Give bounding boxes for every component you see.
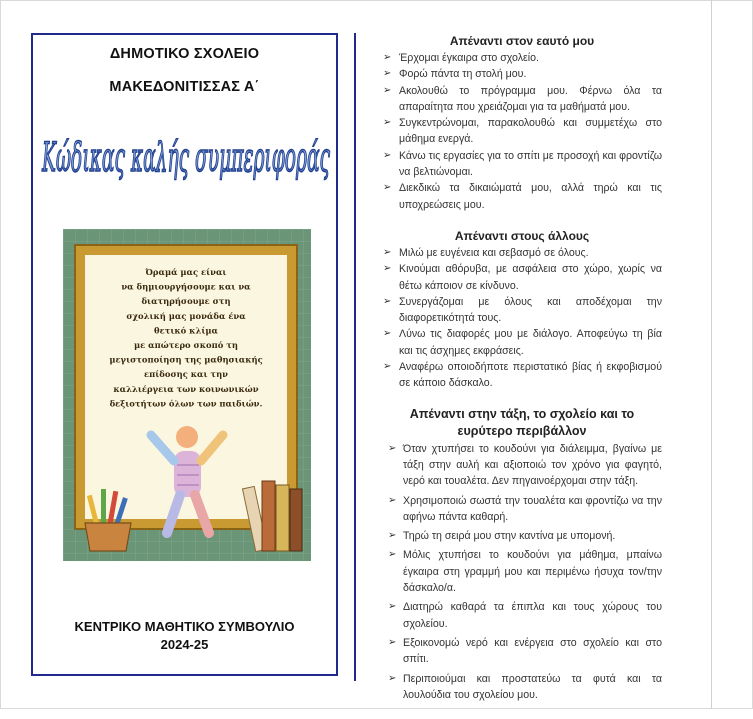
rules-column [382,34,662,719]
rule-text: Φορώ πάντα τη στολή μου. [399,68,527,81]
rule-text: Χρησιμοποιώ σωστά την τουαλέτα και φροντίζω να την αφήνω πάντα καθαρή. [403,494,662,523]
arrow-bullet-icon: ➢ [388,530,397,542]
rules-section [382,406,662,703]
poster-line: καλλιέργεια των κοινωνικών [113,383,259,394]
arrow-bullet-icon: ➢ [383,52,392,63]
arrow-bullet-icon: ➢ [383,84,392,96]
rule-item [382,326,662,359]
poster-line: με απώτερο σκοπό τη [134,340,238,350]
rule-item [382,115,662,148]
rule-text: Συγκεντρώνομαι, παρακολουθώ και συμμετέχω στο μάθημα ενεργά. [399,117,662,146]
rule-item [382,671,662,704]
section-title: Απέναντι στον εαυτό μου [449,34,595,48]
page-margin-line [711,0,712,709]
column-divider [354,33,356,681]
rule-text: Μόλις χτυπήσει το κουδούνι για μάθημα, μπαίνω έγκαιρα στη γραμμή μου και περιμένω ήσυχα τον/την δάσκαλο/α. [403,549,662,595]
rule-text: Διεκδικώ τα δικαιώματά μου, αλλά τηρώ και τις υποχρεώσεις μου. [399,182,662,211]
poster-line: μεγιστοποίηση της μαθησιακής [109,354,263,365]
rules-list [382,245,662,392]
rule-text: Κάνω τις εργασίες για το σπίτι με προσοχή και φροντίζω να βελτιώνομαι. [399,149,662,179]
rule-text: Ακολουθώ το πρόγραμμα μου. Φέρνω όλα τα απαραίτητα που χρειάζομαι για τα μαθήματά μου. [399,84,662,113]
rule-item [382,66,662,82]
rule-item [382,294,662,327]
rule-item [382,180,662,213]
arrow-bullet-icon: ➢ [388,549,397,561]
rule-item [382,245,662,261]
rule-item [382,50,662,66]
arrow-bullet-icon: ➢ [383,361,392,373]
rules-list [382,441,662,703]
rule-item [382,599,662,632]
council-name: ΚΕΝΤΡΙΚΟ ΜΑΘΗΤΙΚΟ ΣΥΜΒΟΥΛΙΟ [74,619,295,634]
arrow-bullet-icon: ➢ [383,295,392,307]
poster-line: επίδοσης και την [144,369,228,380]
arrow-bullet-icon: ➢ [383,182,392,194]
rules-section [382,34,662,213]
arrow-bullet-icon: ➢ [383,328,392,340]
rule-item [382,547,662,596]
rules-section [382,229,662,392]
rule-text: Διατηρώ καθαρά τα έπιπλα και τους χώρους του σχολείου. [403,601,662,630]
section-title: Απέναντι στην τάξη, το σχολείο και το ευρύτερο περιβάλλον [409,406,635,438]
rule-item [382,441,662,490]
rule-item [382,148,662,181]
rule-item [382,493,662,526]
rule-item [382,261,662,294]
rule-text: Έρχομαι έγκαιρα στο σχολείο. [399,52,539,64]
arrow-bullet-icon: ➢ [383,117,392,129]
rule-item [382,83,662,116]
school-name-line1: ΔΗΜΟΤΙΚΟ ΣΧΟΛΕΙΟ [109,46,260,62]
cover-panel [31,33,338,676]
arrow-bullet-icon: ➢ [388,494,397,506]
poster-line: διατηρήσουμε στη [141,296,231,307]
rule-text: Συνεργάζομαι με όλους και αποδέχομαι την διαφορετικότητά τους. [399,295,662,325]
section-title: Απέναντι στους άλλους [454,228,590,243]
rule-text: Αναφέρω οποιοδήποτε περιστατικό βίας ή εκφοβισμού σε κάποιο δάσκαλο. [399,361,662,390]
arrow-bullet-icon: ➢ [383,246,392,258]
arrow-bullet-icon: ➢ [388,442,397,454]
arrow-bullet-icon: ➢ [383,149,392,161]
rule-text: Τηρώ τη σειρά μου στην καντίνα με υπομονή. [403,530,616,543]
vision-poster [63,229,311,561]
rules-list [382,50,662,213]
school-year: 2024-25 [160,637,209,652]
rule-text: Περιποιούμαι και προστατεύω τα φυτά και τα λουλούδια του σχολείου μου. [403,672,662,701]
wordart-title-text: Κώδικας καλής συμπεριφοράς [41,136,331,182]
poster-line: σχολική μας μονάδα ένα [126,310,246,321]
rule-item [382,635,662,668]
wordart-title [36,136,336,200]
arrow-bullet-icon: ➢ [388,601,397,613]
arrow-bullet-icon: ➢ [383,68,392,80]
school-name-line2: ΜΑΚΕΔΟΝΙΤΙΣΣΑΣ Α΄ [109,79,260,95]
poster-line: θετικό κλίμα [154,325,218,336]
rule-text: Μιλώ με ευγένεια και σεβασμό σε όλους. [399,246,589,259]
rule-item [382,359,662,392]
rule-text: Εξοικονομώ νερό και ενέργεια στο σχολείο και στο σπίτι. [403,636,662,666]
poster-line: Όραμά μας είναι [145,267,227,277]
rule-text: Κινούμαι αθόρυβα, με ασφάλεια στο χώρο, χωρίς να θέτω κάποιον σε κίνδυνο. [399,263,662,292]
poster-line: δεξιοτήτων όλων των παιδιών. [109,398,263,409]
rule-item [382,528,662,544]
arrow-bullet-icon: ➢ [383,263,392,275]
poster-line: να δημιουργήσουμε και να [121,281,251,292]
arrow-bullet-icon: ➢ [388,636,397,648]
rule-text: Όταν χτυπήσει το κουδούνι για διάλειμμα, βγαίνω με τάξη στην αυλή και αξιοποιώ τον χρόνο για φαγητό, νερό και τουαλέτα. Δεν πηγαινοέρχομαι στην τάξη. [403,442,662,488]
rule-text: Λύνω τις διαφορές μου με διάλογο. Αποφεύγω τη βία και τις άσχημες εκφράσεις. [399,328,662,357]
arrow-bullet-icon: ➢ [388,672,397,684]
